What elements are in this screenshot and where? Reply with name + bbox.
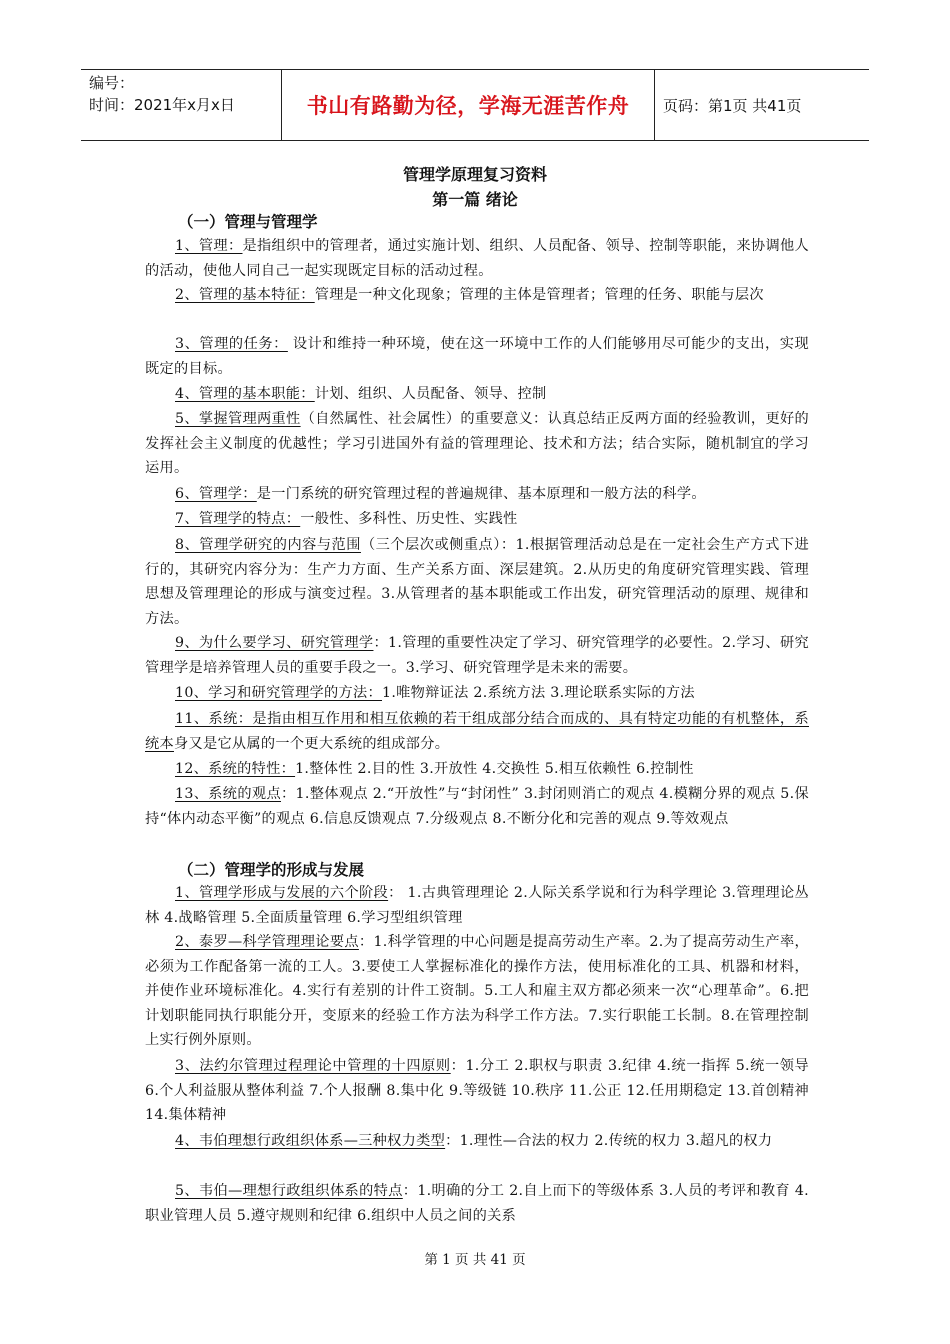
item-6 — [145, 482, 809, 507]
page-label: 页码：第1页 共41页 — [663, 96, 802, 115]
item-body: 一般性、多科性、历史性、实践性 — [300, 511, 518, 527]
item-body: （自然属性、社会属性）的重要意义：认真总结正反两方面的经验教训，更好的发挥社会主义制度的优越性；学习引进国外有益的管理理论、技术和方法；结合实际，随机制宜的学习运用。 — [145, 411, 809, 476]
item-head: 11、系统：是指由相互作用和相互依赖的若干组成部分结合而成的、具有特定功能的有机整体，系统本 — [145, 711, 809, 752]
item-head: 5、掌握管理两重性 — [175, 411, 301, 427]
item-body: 1.整体性 2.目的性 3.开放性 4.交换性 5.相互依赖性 6.控制性 — [295, 761, 694, 777]
item-body: ：1.理性—合法的权力 2.传统的权力 3.超凡的权力 — [445, 1133, 773, 1149]
item2-1 — [145, 881, 809, 930]
item2-3 — [145, 1054, 809, 1128]
section-heading-1: （一）管理与管理学 — [178, 213, 318, 231]
item-4 — [145, 382, 809, 407]
item-body: 计划、组织、人员配备、领导、控制 — [314, 386, 547, 402]
item-head: 3、管理的任务： — [175, 336, 288, 352]
item-body: 设计和维持一种环境，使在这一环境中工作的人们能够用尽可能少的支出，实现既定的目标。 — [145, 336, 809, 377]
item-body: 1.唯物辩证法 2.系统方法 3.理论联系实际的方法 — [382, 685, 695, 701]
item-body: 是一门系统的研究管理过程的普遍规律、基本原理和一般方法的科学。 — [256, 486, 706, 502]
section-heading-2: （二）管理学的形成与发展 — [178, 861, 365, 879]
item-head: 7、管理学的特点： — [175, 511, 301, 527]
number-label: 编号： — [89, 74, 135, 92]
item2-4 — [145, 1129, 809, 1154]
part-title: 第一篇 绪论 — [432, 190, 518, 209]
item-head: 6、管理学： — [175, 486, 257, 502]
item-head: 1、管理： — [175, 238, 243, 254]
item-head: 5、韦伯—理想行政组织体系的特点 — [175, 1183, 403, 1199]
item-11 — [145, 707, 809, 756]
item-head: 2、泰罗—科学管理理论要点 — [175, 934, 359, 950]
item-5 — [145, 407, 809, 481]
header-meta — [81, 70, 281, 140]
header-page-cell — [655, 70, 869, 140]
item-body: ：1.分工 2.职权与职责 3.纪律 4.统一指挥 5.统一领导 6.个人利益服从整体利益 7.个人报酬 8.集中化 9.等级链 10.秩序 11.公正 12.任用期稳定 13.首创精神 14.集体精神 — [145, 1058, 809, 1123]
item-2 — [145, 283, 809, 308]
item-8 — [145, 533, 809, 631]
item-body: 是指组织中的管理者，通过实施计划、组织、人员配备、领导、控制等职能，来协调他人的活动，使他人同自己一起实现既定目标的活动过程。 — [145, 238, 810, 279]
item-10 — [145, 681, 809, 706]
item-head: 10、学习和研究管理学的方法： — [175, 685, 382, 701]
motto: 书山有路勤为径，学海无涯苦作舟 — [306, 94, 630, 118]
item-head: 2、管理的基本特征： — [175, 287, 315, 303]
item-13 — [145, 782, 809, 831]
item-head: 8、管理学研究的内容与范围 — [175, 537, 361, 553]
item-head: 13、系统的观点 — [175, 786, 281, 802]
item-1 — [145, 234, 809, 283]
item-body: （三个层次或侧重点）：1.根据管理活动总是在一定社会生产方式下进行的，其研究内容分为：生产力方面、生产关系方面、深层建筑。2.从历史的角度研究管理实践、管理思想及管理理论的形成与演变过程。3.从管理者的基本职能或工作出发，研究管理活动的原理、规律和方法。 — [145, 537, 809, 627]
item-body: ： 1.古典管理理论 2.人际关系学说和行为科学理论 3.管理理论丛林 4.战略管理 5.全面质量管理 6.学习型组织管理 — [145, 885, 809, 926]
item-body: ：1.科学管理的中心问题是提高劳动生产率。2.为了提高劳动生产率，必须为工作配备第一流的工人。3.要使工人掌握标准化的操作方法，使用标准化的工具、机器和材料，并使作业环境标准化。4.实行有差别的计件工资制。5.工人和雇主双方都必须来一次“心理革命”。6.把计划职能同执行职能分开，变原来的经验工作方法为科学工作方法。7.实行职能工长制。8.在管理控制上实行例外原则。 — [145, 934, 809, 1048]
date-label: 时间：2021年x月x日 — [89, 96, 235, 114]
item-body: 身又是它从属的一个更大系统的组成部分。 — [173, 735, 450, 752]
item2-2 — [145, 930, 809, 1053]
item-12 — [145, 757, 809, 782]
page-footer: 第 1 页 共 41 页 — [424, 1252, 526, 1268]
item-head: 4、韦伯理想行政组织体系—三种权力类型 — [175, 1133, 446, 1149]
header-motto-cell — [281, 70, 655, 140]
item-body: ：1.整体观点 2.“开放性”与“封闭性” 3.封闭则消亡的观点 4.模糊分界的观点 5.保持“体内动态平衡”的观点 6.信息反馈观点 7.分级观点 8.不断分化和完善的观点 9.等效观点 — [145, 786, 809, 827]
item-body: ：1.管理的重要性决定了学习、研究管理学的必要性。2.学习、研究管理学是培养管理人员的重要手段之一。3.学习、研究管理学是未来的需要。 — [145, 635, 809, 676]
item-9 — [145, 631, 809, 680]
item-7 — [145, 507, 809, 532]
item-body: 管理是一种文化现象；管理的主体是管理者；管理的任务、职能与层次 — [314, 287, 764, 303]
item-3 — [145, 332, 809, 381]
item-head: 3、法约尔管理过程理论中管理的十四原则 — [175, 1058, 451, 1074]
item-head: 12、系统的特性： — [175, 761, 296, 777]
item-head: 9、为什么要学习、研究管理学 — [175, 635, 374, 651]
item-head: 1、管理学形成与发展的六个阶段 — [175, 885, 389, 901]
item2-5 — [145, 1179, 809, 1228]
page-header — [81, 69, 869, 141]
item-head: 4、管理的基本职能： — [175, 386, 315, 402]
doc-title: 管理学原理复习资料 — [402, 165, 547, 184]
item-body: ：1.明确的分工 2.自上而下的等级体系 3.人员的考评和教育 4.职业管理人员 5.遵守规则和纪律 6.组织中人员之间的关系 — [145, 1183, 809, 1224]
